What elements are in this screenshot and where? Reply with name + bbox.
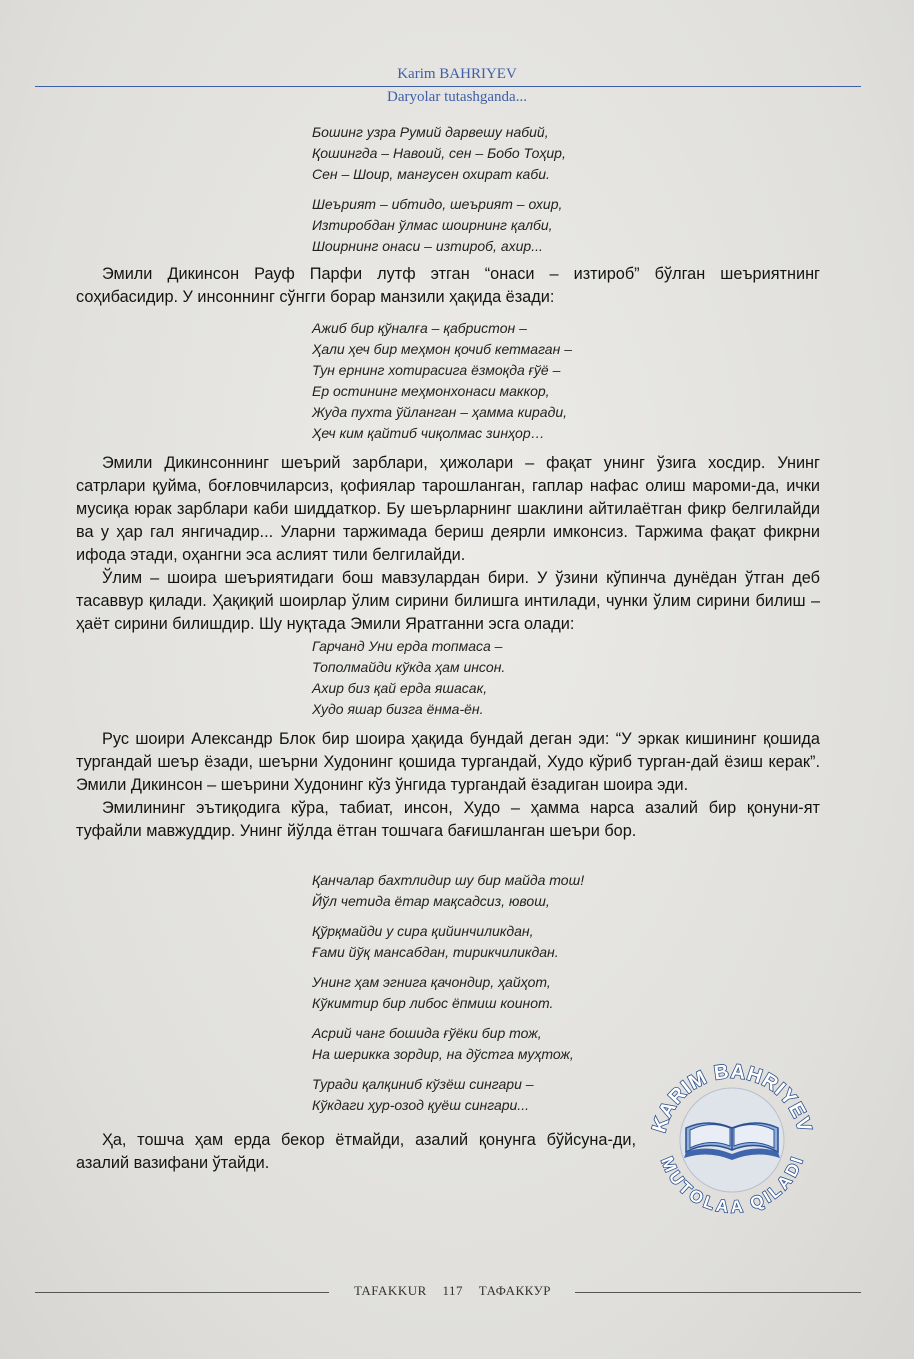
verse-line: На шерикка зордир, на дўстга муҳтож, — [312, 1046, 574, 1062]
stanza — [312, 318, 572, 444]
stanza — [312, 636, 505, 720]
paragraph-6 — [76, 1129, 636, 1175]
verse-line: Жуда пухта ўйланган – ҳамма киради, — [312, 404, 567, 420]
paragraph-text: Эмили Дикинсон Рауф Парфи лутф этган “онаси – изтироб” бўлган шеъриятнинг соҳибасидир. У инсоннинг сўнгги борар манзили ҳақида ёзади: — [76, 265, 820, 306]
verse-line: Қўрқмайди у сира қийинчиликдан, — [312, 923, 534, 939]
footer-rule-left — [35, 1292, 329, 1293]
stanza — [312, 870, 584, 912]
verse-line: Қошингда – Навоий, сен – Бобо Тоҳир, — [312, 145, 566, 161]
paragraph-text: Ўлим – шоира шеъриятидаги бош мавзулардан бири. У ўзини кўпинча дунёдан ўтган деб тасаввур қилади. Ҳақиқий шоирлар ўлим сирини билишга интилади, чунки ўлим сирини билиш – ҳаёт сирини билишдир. Шу нуқтада Эмили Яратганни эсга олади: — [76, 569, 820, 633]
paragraph-1 — [76, 263, 820, 309]
verse-line: Ахир биз қай ерда яшасак, — [312, 680, 488, 696]
page-number: 117 — [442, 1283, 464, 1298]
verse-line: Худо яшар бизга ёнма-ён. — [312, 701, 484, 717]
footer-cyrillic-title: ТАФАККУР — [478, 1283, 552, 1298]
stanza — [312, 194, 566, 257]
page-footer — [35, 1282, 861, 1302]
verse-line: Сен – Шоир, мангусен охират каби. — [312, 166, 550, 182]
verse-line: Тун ернинг хотирасига ёзмоқда ғўё – — [312, 362, 561, 378]
verse-line: Изтиробдан ўлмас шоирнинг қалби, — [312, 217, 553, 233]
verse-line: Кўкимтир бир либос ёпмиш коинот. — [312, 995, 554, 1011]
footer-latin-title: TAFAKKUR — [353, 1283, 427, 1298]
verse-line: Асрий чанг бошида ғўёки бир тож, — [312, 1025, 542, 1041]
verse-line: Ажиб бир қўналға – қабристон – — [312, 320, 527, 336]
verse-line: Шоирнинг онаси – изтироб, ахир... — [312, 238, 543, 254]
verse-block-3 — [312, 636, 505, 729]
verse-line: Унинг ҳам эгнига қачондир, ҳайҳот, — [312, 974, 551, 990]
footer-center — [335, 1283, 570, 1299]
stanza — [312, 122, 566, 185]
verse-line: Ер остининг меҳмонхонаси маккор, — [312, 383, 550, 399]
verse-line: Бошинг узра Румий дарвешу набий, — [312, 124, 549, 140]
verse-block-1 — [312, 122, 566, 266]
stanza — [312, 921, 584, 963]
header-title: Daryolar tutashganda... — [387, 89, 527, 105]
verse-block-4 — [312, 870, 584, 1125]
stanza — [312, 972, 584, 1014]
library-stamp — [642, 1048, 822, 1228]
stanza — [312, 1023, 584, 1065]
verse-line: Ҳеч ким қайтиб чиқолмас зинҳор… — [312, 425, 545, 441]
paragraph-2 — [76, 452, 820, 636]
verse-line: Гарчанд Уни ерда топмаса – — [312, 638, 503, 654]
stamp-top-text: KARIM BAHRIYEV — [648, 1060, 816, 1136]
open-book-icon — [684, 1123, 780, 1160]
paragraph-text: Рус шоири Александр Блок бир шоира ҳақида бундай деган эди: “У эркак кишининг қошида тургандай шеър ёзади, шеърни Худонинг қошида тургандай, Худо кўриб турган-дай ёзиш керак”. Эмили Дикинсон – шеърини Худонинг кўз ўнгида тургандай ёзадиган шоира эди. — [76, 730, 820, 794]
header-rule — [35, 86, 861, 87]
verse-line: Йўл четида ётар мақсадсиз, ювош, — [312, 893, 550, 909]
stanza — [312, 1074, 584, 1116]
paragraph-text: Эмилининг эътиқодига кўра, табиат, инсон, Худо – ҳамма нарса азалий бир қонуни-ят туфайли мавжуддир. Унинг йўлда ётган тошчага бағишланган шеъри бор. — [76, 799, 820, 840]
verse-line: Кўкдаги ҳур-озод қуёш сингари... — [312, 1097, 529, 1113]
footer-rule-right — [575, 1292, 861, 1293]
verse-line: Қанчалар бахтлидир шу бир майда тош! — [312, 872, 585, 888]
header-author: Karim BAHRIYEV — [397, 66, 517, 82]
verse-line: Ҳали ҳеч бир меҳмон қочиб кетмаган – — [312, 341, 572, 357]
verse-line: Туради қалқиниб кўзёш сингари – — [312, 1076, 534, 1092]
paragraph-text: Эмили Дикинсоннинг шеърий зарблари, ҳижолари – фақат унинг ўзига хосдир. Унинг сатрлари қуйма, боғловчиларсиз, қофиялар тарошланган, гаплар нафас олиш мароми-да, ички мусиқа юрак зарблари каби шиддаткор. Бу шеърларнинг шаклини айтилаётган фикр белгилайди ва у ҳар гал янгичадир... Уларни таржимада бериш деярли имконсиз. Таржима фақат фикрни ифода этади, оҳангни эса аслият тили белгилайди. — [76, 454, 820, 564]
verse-line: Шеърият – ибтидо, шеърият – охир, — [312, 196, 563, 212]
verse-line: Тополмайди кўкда ҳам инсон. — [312, 659, 506, 675]
verse-block-2 — [312, 318, 572, 453]
paragraph-4 — [76, 728, 820, 843]
stamp-bottom-text: MUTOLAA QILADI — [657, 1154, 807, 1217]
paragraph-text: Ҳа, тошча ҳам ерда бекор ётмайди, азалий қонунга бўйсуна-ди, азалий вазифани ўтайди. — [76, 1131, 636, 1172]
verse-line: Ғами йўқ мансабдан, тирикчиликдан. — [312, 944, 559, 960]
stamp-logo-icon — [642, 1048, 822, 1228]
